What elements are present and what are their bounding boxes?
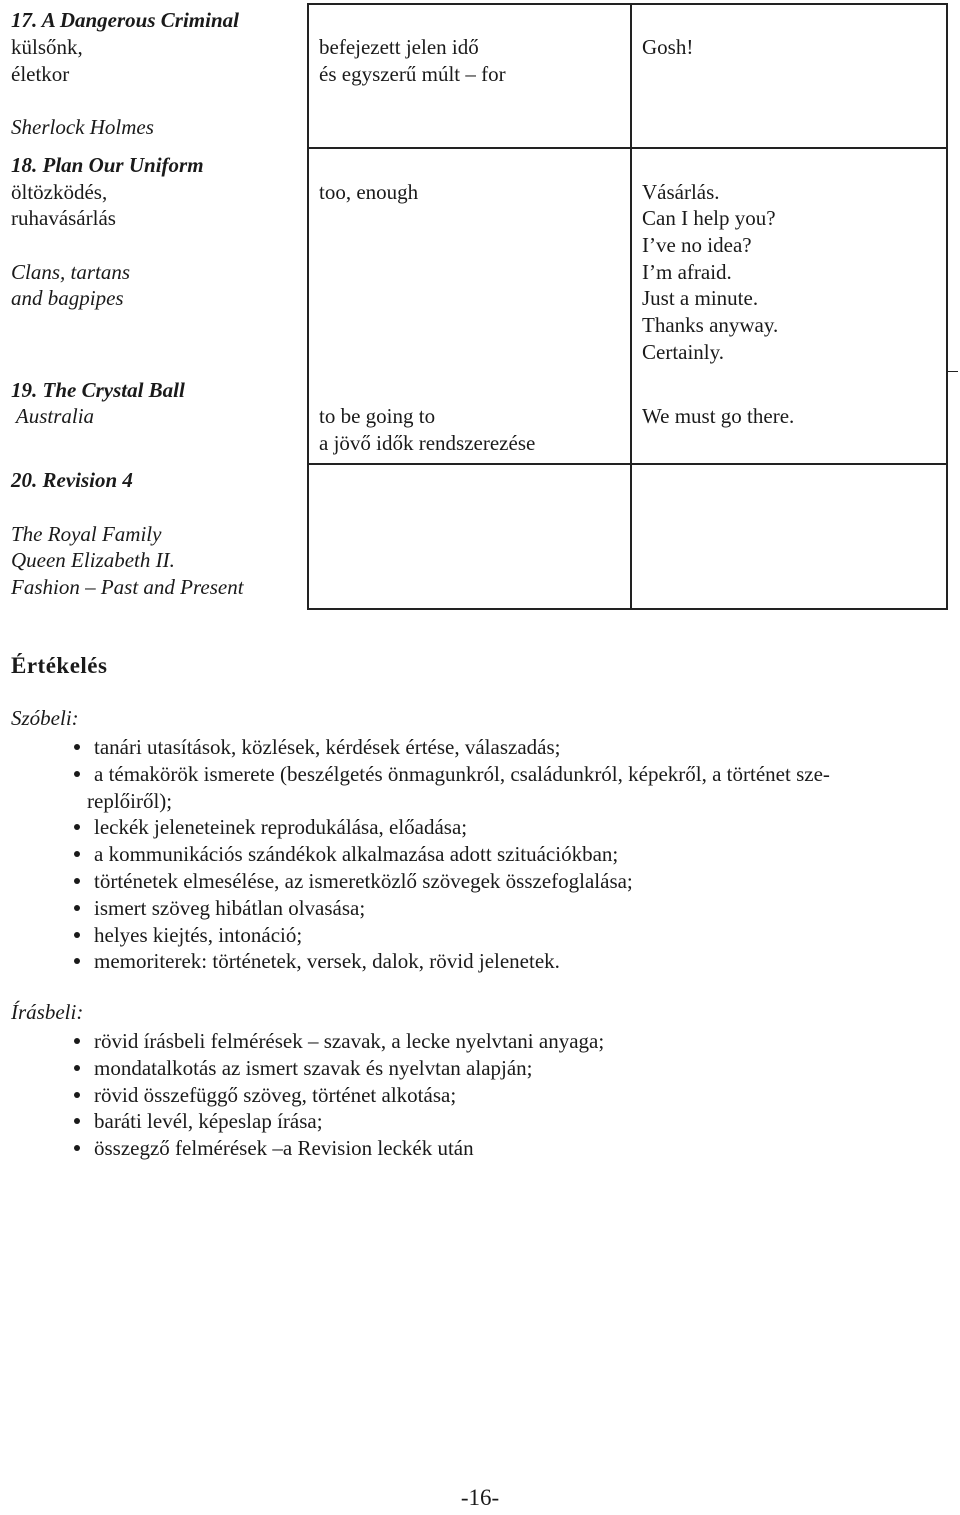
list-item: ismert szöveg hibátlan olvasása; [72,895,932,922]
lesson-reading: Sherlock Holmes [11,115,154,139]
curriculum-table [0,0,960,615]
phrase-item: Thanks anyway. [642,313,779,337]
table-row-divider-1 [307,147,948,149]
phrase-item: Vásárlás. [642,180,720,204]
grammar-item: to be going to [319,404,436,428]
lesson-title: 18. Plan Our Uniform [11,153,204,177]
phrase-item: Just a minute. [642,286,759,310]
lesson-reading: The Royal Family [11,522,162,546]
grammar-item: befejezett jelen idő [319,35,479,59]
lesson-reading: Fashion – Past and Present [11,575,244,599]
table-col-divider-2 [630,3,632,610]
table-col-divider-1 [307,3,309,610]
lesson-title: 20. Revision 4 [11,468,133,492]
table-top-border [307,3,948,5]
lesson-reading: Clans, tartans [11,260,131,284]
page-number: -16- [460,1485,500,1510]
list-item [72,761,932,815]
list-item: összegző felmérések –a Revision leckék után [72,1135,932,1162]
lesson-topic: ruhavásárlás [11,206,116,230]
list-item: tanári utasítások, közlések, kérdések értése, válaszadás; [72,734,932,761]
list-item: a kommunikációs szándékok alkalmazása adott szituációkban; [72,841,932,868]
table-right-border [946,3,948,610]
table-edge-tick [946,371,958,372]
phrase-item: Gosh! [642,35,694,59]
list-item: memoriterek: történetek, versek, dalok, rövid jelenetek. [72,948,932,975]
lesson-reading: Australia [11,404,95,428]
list-item: leckék jeleneteinek reprodukálása, előadása; [72,814,932,841]
table-row-divider-2 [307,463,948,465]
phrase-item: I’ve no idea? [642,233,752,257]
written-list [72,1028,932,1162]
phrase-item: Certainly. [642,340,725,364]
grammar-item: és egyszerű múlt – for [319,62,506,86]
lesson-title: 17. A Dangerous Criminal [11,8,239,32]
oral-list [72,734,932,975]
list-item: baráti levél, képeslap írása; [72,1108,932,1135]
evaluation-heading: Értékelés [11,653,108,678]
lesson-topic: öltözködés, [11,180,108,204]
list-item: rövid írásbeli felmérések – szavak, a lecke nyelvtani anyaga; [72,1028,932,1055]
oral-label: Szóbeli: [11,706,79,730]
list-item-continuation: replőiről); [87,788,173,813]
list-item: helyes kiejtés, intonáció; [72,922,932,949]
lesson-reading: Queen Elizabeth II. [11,548,175,572]
list-item-text: a témakörök ismerete (beszélgetés önmagunkról, családunkról, képekről, a történet sze- [94,761,830,786]
phrase-item: I’m afraid. [642,260,732,284]
lesson-topic: külsőnk, [11,35,83,59]
list-item: rövid összefüggő szöveg, történet alkotása; [72,1082,932,1109]
phrase-item: We must go there. [642,404,795,428]
grammar-item: too, enough [319,180,419,204]
lesson-reading: and bagpipes [11,286,124,310]
lesson-title: 19. The Crystal Ball [11,378,185,402]
list-item: történetek elmesélése, az ismeretközlő szövegek összefoglalása; [72,868,932,895]
list-item: mondatalkotás az ismert szavak és nyelvtan alapján; [72,1055,932,1082]
table-bottom-border [307,608,948,610]
lesson-topic: életkor [11,62,70,86]
written-label: Írásbeli: [11,1000,84,1024]
phrase-item: Can I help you? [642,206,776,230]
grammar-item: a jövő idők rendszerezése [319,431,536,455]
